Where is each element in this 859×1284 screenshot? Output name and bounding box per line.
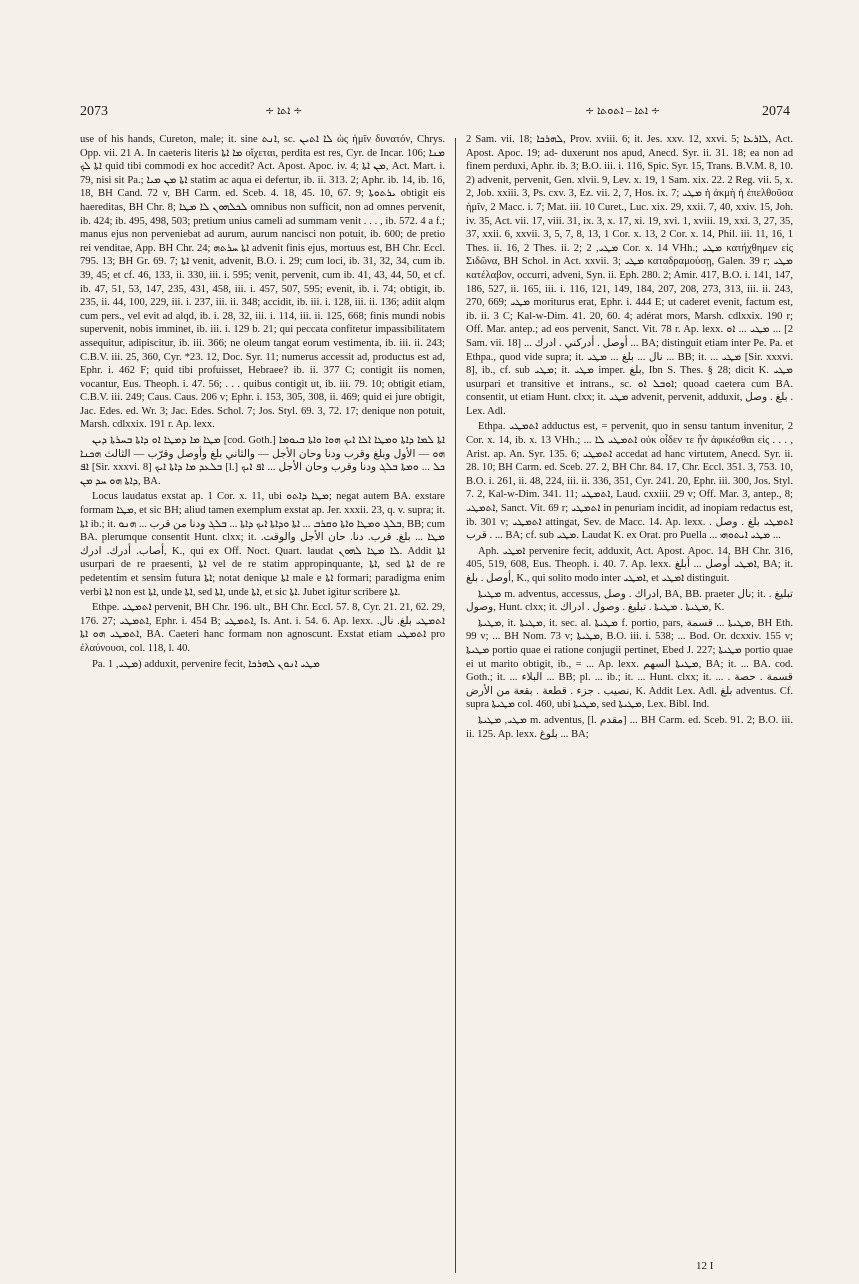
left-paragraph: Ethpe. ܐܬܡܛܝ pervenit, BH Chr. 196. ult., BH Chr. Eccl. 57. 8, Cyr. 21. 21, 62. 29, 176. 27; ܐܬܡܛܝ, Ephr. i. 454 B; ܐܬܡܛܝ, Is. Ant. i. 54. 6. Ap. lexx. ܐܬܡܛܝ بلغ. نال. ܐܬܡܛܝ ܗܘ ܐܬܐ, BA. Caeteri hanc formam non agnoscunt. Exstat etiam ܐܬܡܛܝ pro ἐλαύνουσι, col. 118, l. 40. (80, 602, 445, 654)
right-paragraph: ܡܛܝܬܐ, it. ܡܛܝܬܐ, it. sec. al. ܡܛܝܬܐ f. portio, pars, ܡܛܝܬܐ ... قسمة, BH Eth. 99 v; ... BH Nom. 73 v; ܡܛܝܬܐ, B.O. iii. i. 538; ... Bod. Or. dcxxiv. 155 v; ܡܛܝܬܐ portio quae ei ratione conjugii pertinet, Ebed J. 227; ܡܛܝܬܐ portio quae ei ut marito obtigit, ib., = ... Ap. lexx. ܡܛܝܬܐ السهم, BA; it. ... BA. cod. Goth.; it. ... البلاء ... BB; pl. ... ib.; it. ... Hunt. clxx; it. ... قسمة . حصة . نصيب . جزء . قطعة . بقعة من الأرض, K. Addit Lex. Adl. بلغ adventus. Cf. supra ܡܛܝܬܐ col. 460, ubi ܡܛܝܬܐ, sed ܡܛܝܬܐ, Lex. Bibl. Ind. (466, 617, 793, 711)
right-running-head: ∻ ܐܬܐ – ܐܬܘܬܐ ∻ (585, 105, 660, 117)
right-paragraph: ܡܛܝ, ܡܛܝܬܐ m. adventus, [l. مقدم] ... BH Carm. ed. Sceb. 91. 2; B.O. iii. ii. 125. Ap. lexx. بلوغ ... BA; (466, 714, 793, 740)
column-divider (455, 138, 456, 1273)
left-running-head: ∻ ܐܬܐ ∻ (265, 105, 303, 117)
left-page-number: 2073 (80, 104, 108, 119)
left-paragraph: Pa. ܡܛܝ, 1) adduxit, pervenire fecit, ܡܛܝ ܐܢܘܢ ܠܗܪܟܐ (92, 658, 320, 670)
left-column (80, 133, 445, 1193)
right-paragraph: 2 Sam. vii. 18; ܠܗܪܟܐ, Prov. xviii. 6; it. Jes. xxv. 12, xxvi. 5; ܠܐܪܥܐ, Act. Apost. Apoc. 19; ad- duxerunt nos apud, Anecd. Syr. ii. 31. 18; ea non ad finem perduxi, Aphr. ib. 3; B.O. iii. i. 116, Spic. Syr. 15, Trans. B.V.M. 8, 10. 2) advenit, pervenit, Gen. xlvii. 9, Lev. x. 19, 1 Sam. xix. 22. 2 Reg. vii. 5, x. 2, Job. xxiii. 3, Ps. cxv. 3, Ez. vii. 2, 7, Hos. ix. 7; ܡܛܝ ἡ ἀκμὴ ἡ ἐπελθοῦσα ἡμῖν, 2 Macc. i. 7; Mat. iii. 10 Curet., Luc. xix. 29, xxii. 7, 40, xxiv. 15, Joh. iv. 35, Act. vii. 17, viii. 31, ix. 3, x. 17, xi. 19, xvi. 1, xviii. 19, xxi. 3, 27, 35, 37, xxii. 6, xxvii. 3, 5, 7, 8, 13, 1 Cor. x. 13, 2 Cor. x. 14, Phil. iii. 11, 16, 1 Thes. ii. 16, 2 Thes. ii. 2; ܡܛܝ, 2 Cor. x. 14 VHh.; ܡܛܝ κατήχθημεν εἰς Σιδῶνα, BH Schol. in Act. xxvii. 3; ܡܛܝ καταδραμούσῃ, Galen. 39 r; ܡܛܝ κατέλαβον, occurri, adveni, Syn. ii. Eph. 280. 2; Amir. 417, B.O. i. 141, 147, 186, 527, ii. 165, iii. i. 116, 121, 149, 184, 207, 208, 273, 313, iii. ii. 243, 270, 669; ܡܛܝ moriturus erat, Ephr. i. 444 E; ut caderet evenit, factum est, ib. ii. 3 C; Kal-w-Dim. 41. 20, 60. 4; adérat mors, Marsh. cdlxxix. 190 r; Off. Mar. antep.; ad eos pervenit, Sanct. Vit. 78 r. Ap. lexx. ܡܛܝ ... ܐܘ ... [2 Sam. vii. 18] ... أوصل . أدركني . ادرك ... BA; distinguit etiam inter Pe. Pa. et Ethpa., quod vide supra; it. نال ... بلغ ... ܡܛܝ ... BB; it. ... ܡܛܝ [Sir. xxxvi. 8], ib., cf. sub ܡܛܝ; it. ܡܛܝ imper. بلغ, Ibn S. Thes. § 28; dicit K. ܡܛܝ usurpari et transitive et intrans., sc. ܐܘܒܠ ܐܘ; quoad caetera cum BA. consentit, ut etiam Hunt. clxx; it. ܡܛܝ advenit, pervenit, adduxit, بلغ . وصل . Lex. Adl. (466, 134, 793, 417)
left-paragraph: use of his hands, Cureton, male; it. sine ܐܢܬ, sc. ܠܐ ܐܬܝܢ ὡς ἡμῖν δυνατόν, Chrys. Opp. vii. 21 A. In caeteris literis ܡܐ ܐܬܐ οἴχεται, perdita est res, Cyr. de Incar. 106; ܡܢܐ ܐܬܐ ܠܟ quid tibi commodi ex hoc accedit? Act. Apost. Apoc. iv. 4; ܡܢ ܐܬܐ, Act. Mart. i. 79, nisi sit Pa.; ܐܬܐ ܡܢ ܡܝܐ statim ac aqua ei defertur, ib. ii. 313. 2; Aphr. ib. 14, ib. 16, 18, BH Cand. 72 v, BH Carm. ed. Sceb. 4. 18, 45. 10, 67. 9; ܝܪܬܘܬܐ obtigit eis haereditas, BH Chr. 8; ܠܟܠܗܘܢ ܠܐ ܡܛܐ omnibus non sufficit, non ad omnes pervenit, ib. 424; ib. 495, 498, 503; pretium unius cameli ad summam venit . . . , ib. 572. 4 a f.; manus ejus non perveniebat ad aurum, aurum nancisci non potuit, ib. 600; de pretio rei venditae, App. BH Chr. 24; ܐܬܐ ܚܪܬܗ advenit finis ejus, mortuus est, BH Chr. Eccl. 795. 13; BH Gr. 69. 7; ܐܬܐ venit, advenit, B.O. i. 29; cum loci, ib. 31, 32, 34, cum ib. 39, 45; et cf. 46, 133, ii. 330, iii. i. 595; venit, pervenit, cum ib. 41, 43, 44, 50, et cf. ib. 47, 51, 53, 147, 235, 431, 458, iii. i. 457, 507, 595; evenit, ib. i. 74; obtigit, ib. 235, ii. 44, 100, 229, iii. i. 237, iii. ii. 348; accidit, ib. iii. i. 128, iii. ii. 136; adiit alqm cum pers., vel evit ad alqd, ib. i. 28, 32, iii. i. 114, iii. ii. 125, 668; finis mundi nobis supervenit, nobis imminet, ib. iii. i. 129 b. 21; qui peccata confitetur impassibilitatem assequitur, adipiscitur, ib. iii. 366; ne oleum tangat eorum vestimenta, ib. iii. ii. 243; C.B.V. iii. 25, 360, Cyr. *23. 12, Doc. Syr. 11; numerus accessit ad, productus est ad, Ephr. i. 462 F; quid tibi profuisset, Hebraee? ib. ii. 377 C; contigit iis nomen, vocantur, Eus. Theoph. i. 47. 56; . . . quibus contigit ut, ib. iii. 79. 10; obtigit etiam, C.B.V. iii. 249; Caus. Caus. 206 v; Ephr. i. 153, 305, 308, ii. 469; quid ei jure obtigit, Jac. Edes. ed. Wr. 3; Jac. Edes. Schol. 7; Jos. Styl. 69. 3, 72. 17; denique non potuit, Marsh. cdlxxix. 191 r. Ap. lexx. (80, 134, 445, 431)
right-page-number: 2074 (762, 104, 790, 119)
right-paragraph: ܡܛܝܬܐ m. adventus, accessus, ادراك . وصل, BA, BB. praeter نال; it. تبليغ . وصول, Hunt. clxx; it. ܡܛܝܬܐ . ܡܛܝܬܐ . تبليغ . وصول . ادراك, K. (466, 588, 793, 614)
left-paragraph: ܡܛܐ ܡܐ ܕܡܛܐ ܐܘ ܕܐܬܐ ܒܚܪܬܐ ܕܝܢ [cod. Goth.] ܐܬܐ ܠܡܐ ܕܐܬܐ ܘܡܛܐ ܐܠܐ ܐܝܟ ܗܘܐ ܘܐܬܐ ܒܝܘܡܐ ܗܘ — الأول وبلغ وقرب ودنا وحان الأجل — والثاني بلغ وأوصل وقرّب — الثالث ܗܟܢܐ ܐܦ [Sir. xxxvi. 8] ܒܠܥܕ ܡܐ ܕܐܬܐ ܐܝܟ [l.] ܟܠ ... ܘܡܬܐ ܒܠܓ ودنا وقرب وحان الأجل ... ܐܦ ܐܝܟ ܕܐܬܐ ܗܘ ܚܕ ܡܢ, BA. (80, 435, 445, 487)
left-paragraph: Locus laudatus exstat ap. 1 Cor. x. 11, ubi ܡܛܐ ܕܐܬܘ; negat autem BA. exstare formam ܡܛܐ, et sic BH; aliud tamen exemplum exstat ap. Jer. xxxii. 23, q. v. supra; it. ܐܬܐ ib.; it. ܒܠܓ ܘܡܛܐ ܘܐܬܐ ܘܩܪܒ ... ܐܬܐ ܘܕܐܬܐ ܐܝܟ ܕܐܬܐ ... ܒܠܓ ودنا من قرب ... ܗܢܘ, BB; cum BA. plerumque consentit Hunt. clxx; it. ܡܛܐ ... بلغ. قرب. دنا. حان الأجل والوقت. أصاب. أدرك. ادرك, K., qui ex Off. Noct. Quart. laudat ܠܐ ܡܛܐ ܠܗܘܢ. Addit ܐܬܐ usurpari de re praesenti, ܐܬܐ vel de re statim appropinquante, ܐܬܐ, sed ܐܬܐ de re pedetentim et sensim futura ܐܬܐ; notat denique ܐܬܐ male e ܐܬܐ formari; paradigma enim verbi ܐܬܐ non est ܐܬܐ, unde ܐܬܐ, sed ܐܬܐ, unde ܐܬܐ, et sic ܐܬܐ. Jubet igitur scribere ܐܬܐ. (80, 491, 445, 598)
right-paragraph: Ethpa. ܐܬܡܛܝ adductus est, = pervenit, quo in sensu tantum invenitur, 2 Cor. x. 14, ib. x. 13 VHh.; ... ܐܬܡܛܝ ܠܐ οὐκ οἶδεν τε ἦν ἀφικέσθαι εἰς . . . , Arist. ap. An. Syr. 135. 6; ܐܬܡܛܝ accedat ad hanc virtutem, Anecd. Syr. ii. 28. 10; BH Carm. ed. Sceb. 27. 2, BH Chr. 84. 17, Chr. Eccl. 351. 3, 753. 10, B.O. i. 261, ii. 48, 224, iii. ii. 336, 351, Cyr. 241. 20, Ephr. iii. 300, Jos. Styl. 7. 2, Kal-w-Dim. 341. 11; ܐܬܡܛܝ, Laud. cxxiii. 29 v; Off. Mar. 3, antep., 8; ܐܬܡܛܝ, Sanct. Vit. 69 r; ܐܬܡܛܝ in penuriam incidit, ad inopiam redactus est, ib. 301 v; ܐܬܡܛܝ attingat, Sev. de Macc. 14. Ap. lexx. ܐܬܡܛܝ بلغ . وصل . قرب . ... BA; cf. sub ܡܛܝ. Laudat K. ex Orat. pro Puella ... ܡܛܝ ܐܝܬܘܗܝ ... (466, 421, 793, 542)
right-column (466, 133, 793, 1233)
page-header (80, 104, 790, 128)
right-paragraph: Aph. ܐܡܛܝ pervenire fecit, adduxit, Act. Apost. Apoc. 14, BH Chr. 316, 405, 519, 608, Eus. Theoph. i. 40. 7. Ap. lexx. ܐܡܛܝ أوصل ... أبلغ, BA; it. أوصل . بلغ, K., qui solito modo inter ܐܡܛܝ, et ܐܡܛܝ distinguit. (466, 545, 793, 584)
signature-mark: 12 I (696, 1260, 714, 1272)
